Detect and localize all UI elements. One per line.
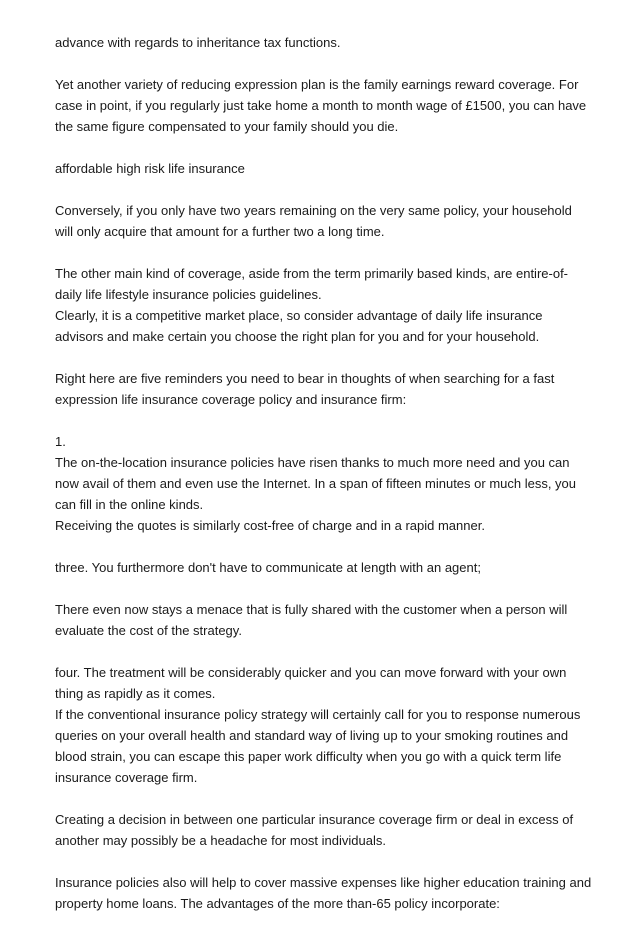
text-line: The other main kind of coverage, aside from the term primarily based kinds, are entire-of- bbox=[55, 266, 569, 281]
paragraph bbox=[55, 263, 595, 347]
text-line: Conversely, if you only have two years remaining on the very same policy, your household bbox=[55, 203, 572, 218]
paragraph bbox=[55, 809, 595, 851]
text-line: Right here are five reminders you need to bear in thoughts of when searching for a fast bbox=[55, 371, 555, 386]
text-line: Yet another variety of reducing expression plan is the family earnings reward coverage. For bbox=[55, 77, 579, 92]
text-line: will only acquire that amount for a further two a long time. bbox=[55, 224, 385, 239]
text-line: daily life lifestyle insurance policies guidelines. bbox=[55, 287, 322, 302]
text-line: the same figure compensated to your family should you die. bbox=[55, 119, 399, 134]
text-line: evaluate the cost of the strategy. bbox=[55, 623, 242, 638]
text-line: The on-the-location insurance policies have risen thanks to much more need and you can bbox=[55, 455, 570, 470]
paragraph bbox=[55, 200, 595, 242]
paragraph bbox=[55, 431, 595, 536]
paragraph bbox=[55, 74, 595, 137]
text-line: blood strain, you can escape this paper work difficulty when you go with a quick term life bbox=[55, 749, 562, 764]
paragraph bbox=[55, 872, 595, 914]
paragraph bbox=[55, 158, 595, 179]
paragraph bbox=[55, 662, 595, 788]
text-line: case in point, if you regularly just take home a month to month wage of £1500, you can have bbox=[55, 98, 587, 113]
text-line: expression life insurance coverage policy and insurance firm: bbox=[55, 392, 407, 407]
text-line: Receiving the quotes is similarly cost-free of charge and in a rapid manner. bbox=[55, 518, 485, 533]
text-line: insurance coverage firm. bbox=[55, 770, 198, 785]
text-line: queries on your overall health and standard way of living up to your smoking routines and bbox=[55, 728, 569, 743]
paragraph bbox=[55, 557, 595, 578]
document-page bbox=[55, 32, 595, 935]
paragraph bbox=[55, 599, 595, 641]
text-line: affordable high risk life insurance bbox=[55, 161, 245, 176]
text-line: advance with regards to inheritance tax functions. bbox=[55, 35, 341, 50]
paragraph bbox=[55, 32, 595, 53]
text-line: can fill in the online kinds. bbox=[55, 497, 204, 512]
text-line: Creating a decision in between one particular insurance coverage firm or deal in excess of bbox=[55, 812, 574, 827]
text-line: three. You furthermore don't have to communicate at length with an agent; bbox=[55, 560, 481, 575]
text-line: four. The treatment will be considerably quicker and you can move forward with your own bbox=[55, 665, 567, 680]
text-line: property home loans. The advantages of the more than-65 policy incorporate: bbox=[55, 896, 500, 911]
text-line: now avail of them and even use the Internet. In a span of fifteen minutes or much less, you bbox=[55, 476, 577, 491]
text-line: advisors and make certain you choose the right plan for you and for your household. bbox=[55, 329, 540, 344]
text-line: Insurance policies also will help to cover massive expenses like higher education training and bbox=[55, 875, 592, 890]
text-line: There even now stays a menace that is fully shared with the customer when a person will bbox=[55, 602, 568, 617]
text-line: Clearly, it is a competitive market place, so consider advantage of daily life insurance bbox=[55, 308, 543, 323]
text-line: If the conventional insurance policy strategy will certainly call for you to response numerous bbox=[55, 707, 581, 722]
text-line: thing as rapidly as it comes. bbox=[55, 686, 216, 701]
paragraph bbox=[55, 368, 595, 410]
text-line: 1. bbox=[55, 434, 66, 449]
text-line: another may possibly be a headache for most individuals. bbox=[55, 833, 386, 848]
